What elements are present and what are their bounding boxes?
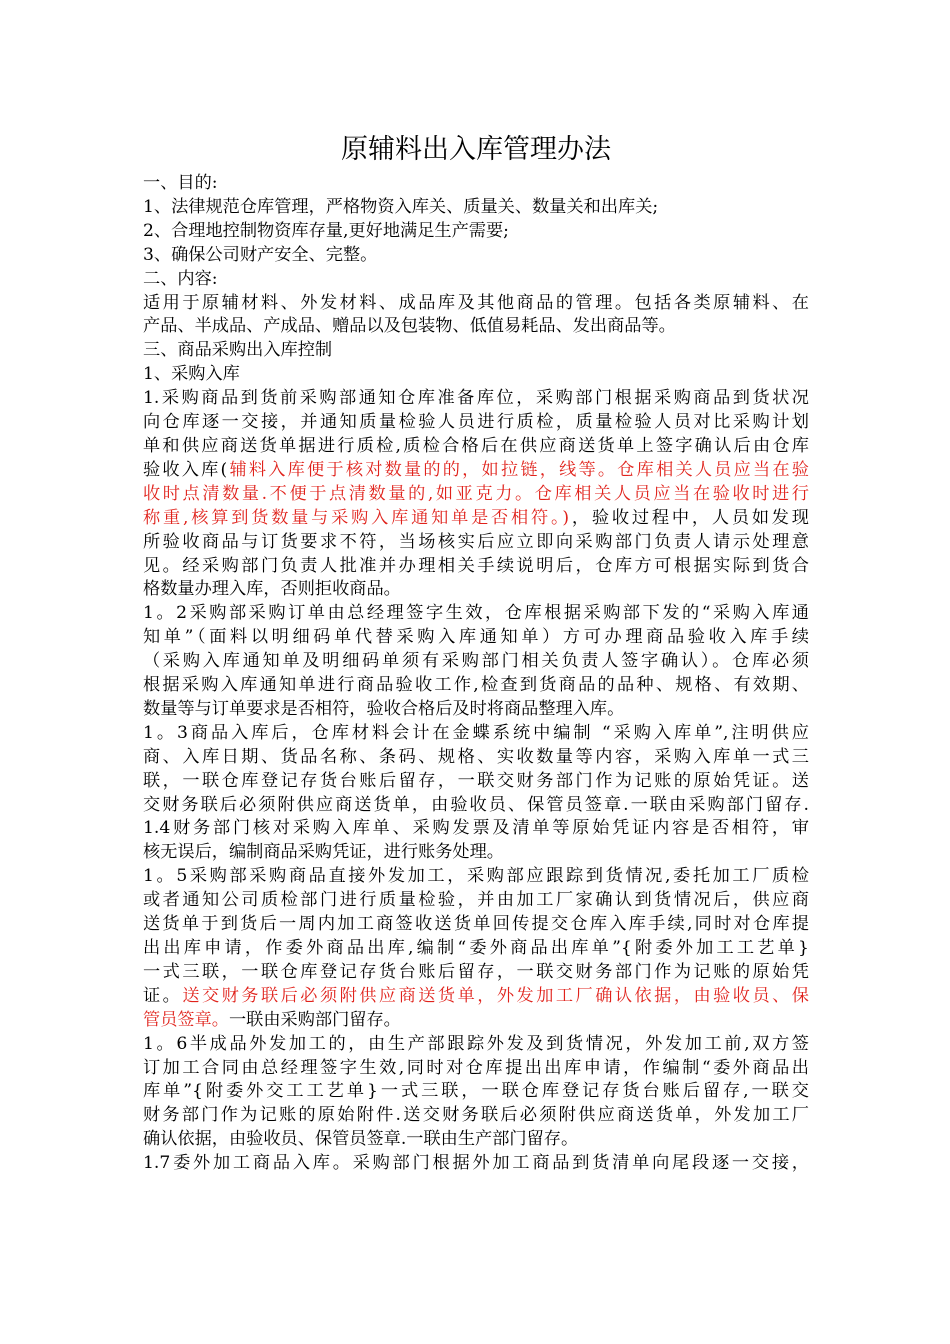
text-segment: 2、合理地控制物资库存量,更好地满足生产需要;: [143, 220, 509, 241]
text-line: [143, 746, 809, 770]
text-segment: 数量等与订单要求是否相符，验收合格后及时将商品整理入库。: [143, 698, 625, 719]
text-segment: 1、法律规范仓库管理，严格物资入库关、质量关、数量关和出库关;: [143, 196, 659, 217]
text-segment: 产品、半成品、产成品、赠品以及包装物、低值易耗品、发出商品等。: [143, 316, 676, 337]
text-segment: 验收入库(: [143, 459, 228, 480]
text-segment: 1.4财务部门核对采购入库单、采购发票及清单等原始凭证内容是否相符，审: [143, 818, 809, 839]
text-segment: 格数量办理入库，否则拒收商品。: [143, 579, 401, 600]
text-segment: 或者通知公司质检部门进行质量检验，并由加工厂家确认到货情况后，供应商: [143, 890, 809, 911]
text-line: [143, 770, 809, 794]
text-segment: 3、确保公司财产安全、完整。: [143, 244, 378, 265]
text-line: [143, 817, 809, 841]
highlighted-text: 管员签章。: [143, 1009, 229, 1030]
text-line: [143, 483, 809, 507]
text-line: [143, 363, 809, 387]
highlighted-text: 称重,核算到货数量与采购入库通知单是否相符。): [143, 507, 570, 528]
document-title: 原辅料出入库管理办法: [341, 134, 611, 165]
text-line: [143, 292, 809, 316]
text-segment: 送货单于到货后一周内加工商签收送货单回传提交仓库入库手续,同时对仓库提: [143, 914, 809, 935]
text-line: [143, 937, 809, 961]
text-segment: 1、采购入库: [143, 364, 240, 385]
text-line: [143, 674, 809, 698]
text-line: [143, 794, 809, 818]
text-segment: 知单”（面料以明细码单代替采购入库通知单）方可办理商品验收入库手续: [143, 627, 809, 648]
text-segment: 订加工合同由总经理签字生效,同时对仓库提出出库申请，作编制“委外商品出: [143, 1057, 809, 1078]
document-body: [143, 172, 809, 1176]
text-line: [143, 650, 809, 674]
text-line: [143, 698, 809, 722]
text-segment: 1.7委外加工商品入库。采购部门根据外加工商品到货清单向尾段逐一交接，: [143, 1153, 809, 1174]
text-line: [143, 507, 809, 531]
text-segment: 1。2采购部采购订单由总经理签字生效，仓库根据采购部下发的“采购入库通: [143, 603, 809, 624]
text-line: [143, 1033, 809, 1057]
text-segment: 一、目的:: [143, 173, 218, 193]
text-segment: 财务部门作为记账的原始附件.送交财务联后必须附供应商送货单，外发加工厂: [143, 1105, 809, 1126]
text-segment: 适用于原辅材料、外发材料、成品库及其他商品的管理。包括各类原辅料、在: [143, 292, 809, 313]
text-line: [143, 387, 809, 411]
text-segment: 核无误后，编制商品采购凭证，进行账务处理。: [143, 842, 504, 863]
text-segment: 三、商品采购出入库控制: [143, 340, 333, 361]
text-line: [143, 1080, 809, 1104]
text-segment: 1.采购商品到货前采购部通知仓库准备库位，采购部门根据采购商品到货状况: [143, 388, 809, 409]
highlighted-text: 辅料入库便于核对数量的的，如拉链，线等。仓库相关人员应当在验: [227, 459, 809, 480]
text-line: [143, 865, 809, 889]
text-line: [143, 1128, 809, 1152]
text-segment: 库单”{附委外交工工艺单}一式三联，一联仓库登记存货台账后留存,一联交: [143, 1081, 809, 1102]
text-line: [143, 913, 809, 937]
text-segment: 单和供应商送货单据进行质检,质检合格后在供应商送货单上签字确认后由仓库: [143, 435, 809, 456]
text-line: [143, 411, 809, 435]
text-line: [143, 244, 809, 268]
text-line: [143, 459, 809, 483]
text-segment: 一式三联，一联仓库登记存货台账后留存，一联交财务部门作为记账的原始凭: [143, 961, 809, 982]
text-segment: 1。5采购部采购商品直接外发加工，采购部应跟踪到货情况,委托加工厂质检: [143, 866, 809, 887]
text-segment: 出出库申请，作委外商品出库,编制“委外商品出库单”{附委外加工工艺单}: [143, 938, 809, 958]
text-line: [143, 841, 809, 865]
text-segment: 1。3商品入库后，仓库材料会计在金蝶系统中编制 “采购入库单”,注明供应: [143, 722, 809, 743]
text-segment: 联，一联仓库登记存货台账后留存，一联交财务部门作为记账的原始凭证。送: [143, 770, 809, 791]
text-segment: ，验收过程中，人员如发现: [569, 507, 809, 528]
text-segment: 交财务联后必须附供应商送货单，由验收员、保管员签章.一联由采购部门留存.: [143, 794, 809, 815]
text-line: [143, 722, 809, 746]
text-line: [143, 531, 809, 555]
text-segment: 一联由采购部门留存。: [228, 1009, 401, 1030]
text-segment: 证。: [143, 985, 183, 1006]
text-segment: 见。经采购部门负责人批准并办理相关手续说明后，仓库方可根据实际到货合: [143, 555, 809, 576]
text-line: [143, 315, 809, 339]
text-line: [143, 1009, 809, 1033]
text-segment: （采购入库通知单及明细码单须有采购部门相关负责人签字确认）。仓库必须: [143, 651, 809, 672]
text-segment: 二、内容:: [143, 268, 218, 289]
text-line: [143, 1152, 809, 1176]
text-line: [143, 985, 809, 1009]
text-line: [143, 268, 809, 292]
text-line: [143, 172, 809, 196]
text-segment: 向仓库逐一交接，并通知质量检验人员进行质检，质量检验人员对比采购计划: [143, 412, 809, 433]
text-segment: 商、入库日期、货品名称、条码、规格、实收数量等内容，采购入库单一式三: [143, 746, 809, 767]
text-line: [143, 578, 809, 602]
text-line: [143, 435, 809, 459]
text-segment: 1。6半成品外发加工的，由生产部跟踪外发及到货情况，外发加工前,双方签: [143, 1033, 809, 1054]
highlighted-text: 送交财务联后必须附供应商送货单，外发加工厂确认依据，由验收员、保: [182, 985, 809, 1006]
text-segment: 所验收商品与订货要求不符，当场核实后应立即向采购部门负责人请示处理意: [143, 531, 809, 552]
text-line: [143, 889, 809, 913]
text-segment: 确认依据，由验收员、保管员签章.一联由生产部门留存。: [143, 1129, 579, 1150]
text-line: [143, 1057, 809, 1081]
text-line: [143, 339, 809, 363]
text-line: [143, 220, 809, 244]
text-line: [143, 602, 809, 626]
text-line: [143, 626, 809, 650]
document-page: [143, 128, 809, 1176]
text-segment: 根据采购入库通知单进行商品验收工作,检查到货商品的品种、规格、有效期、: [143, 675, 809, 696]
text-line: [143, 555, 809, 579]
text-line: [143, 1104, 809, 1128]
highlighted-text: 收时点清数量.不便于点清数量的,如亚克力。仓库相关人员应当在验收时进行: [143, 483, 809, 504]
text-line: [143, 961, 809, 985]
text-line: [143, 196, 809, 220]
